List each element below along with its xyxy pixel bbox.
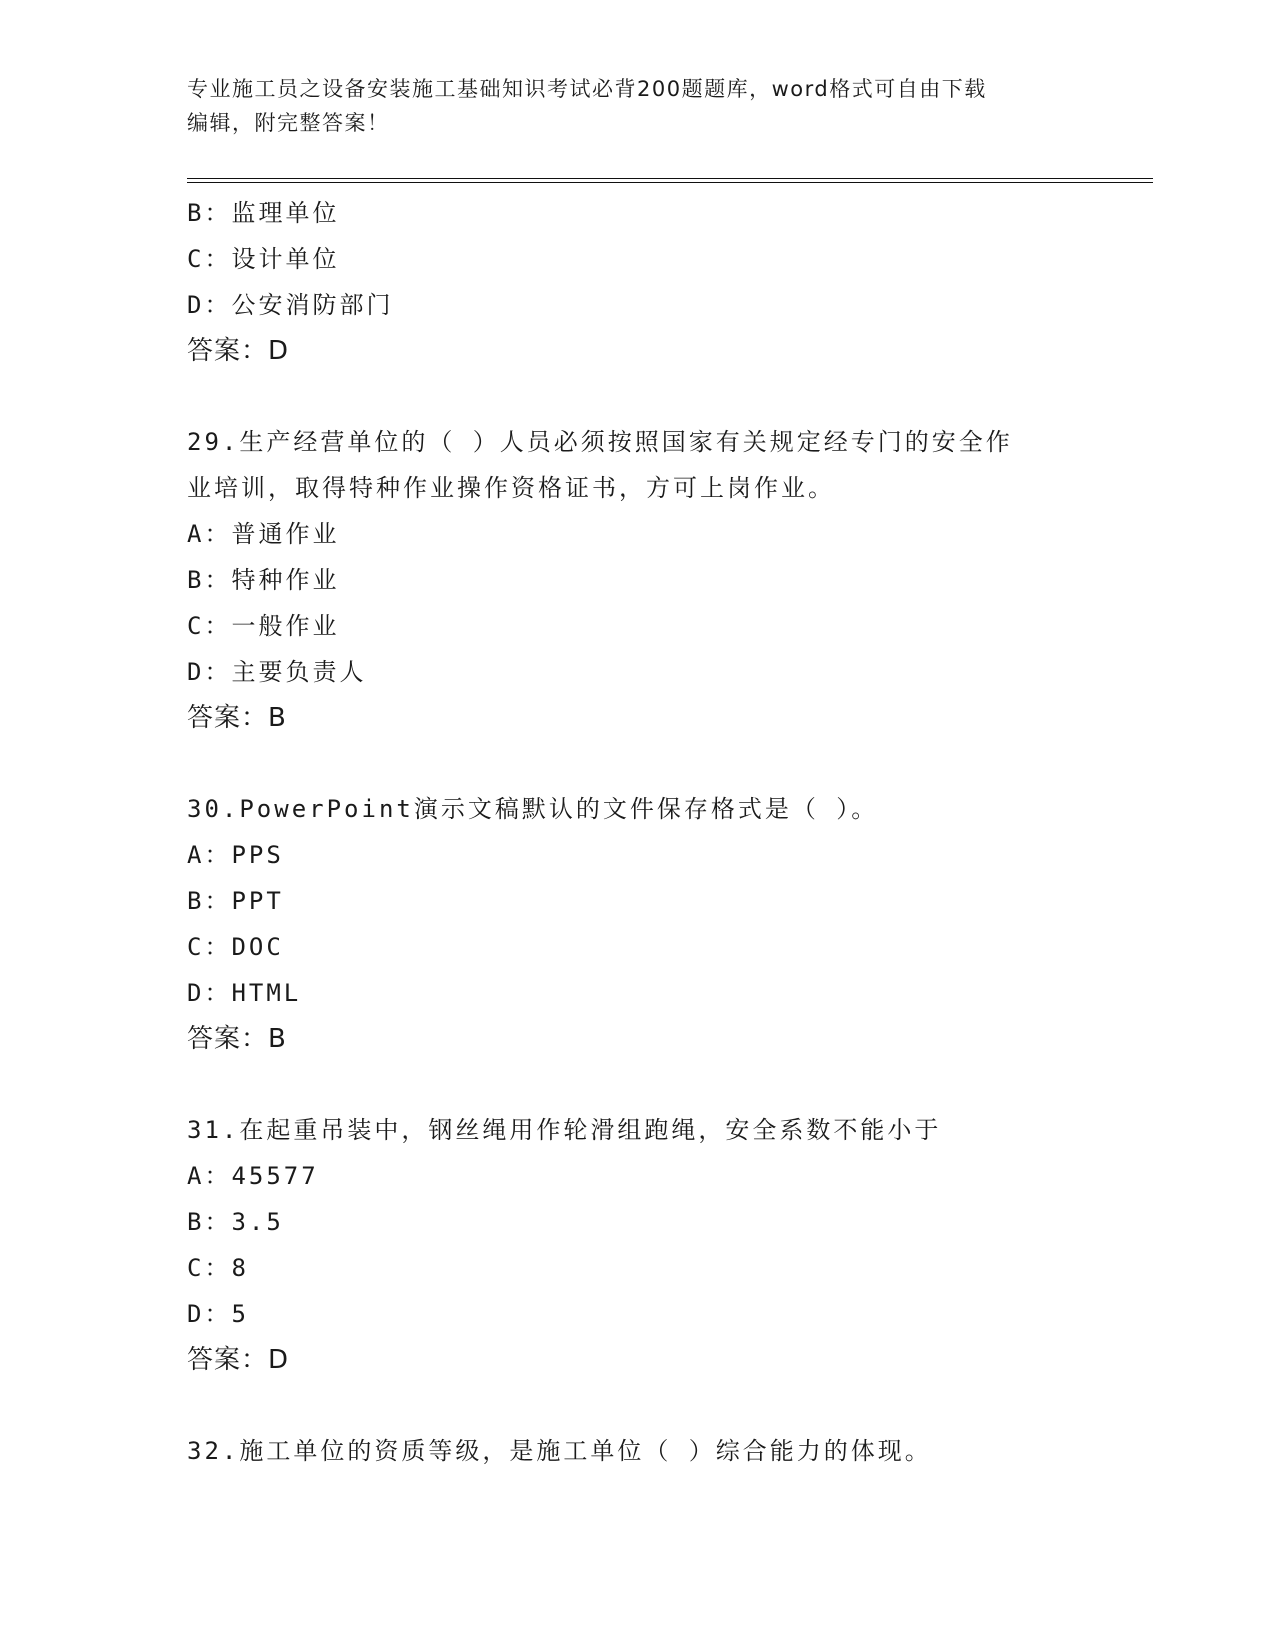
question-block-28-tail	[187, 190, 1117, 374]
option-d: D：公安消防部门	[187, 291, 394, 319]
answer-line: 答案：B	[187, 1024, 287, 1054]
header-line-1: 专业施工员之设备安装施工基础知识考试必背200题题库，word格式可自由下载	[187, 77, 987, 101]
question-block-31	[187, 1107, 1117, 1383]
document-header	[187, 72, 1067, 140]
spacer	[187, 741, 1117, 786]
question-stem-line: 32.施工单位的资质等级，是施工单位（ ）综合能力的体现。	[187, 1437, 932, 1465]
question-stem-line: 29.生产经营单位的（ ）人员必须按照国家有关规定经专门的安全作	[187, 428, 1013, 456]
question-block-29	[187, 419, 1117, 741]
question-block-32	[187, 1428, 1117, 1474]
option-b: B：特种作业	[187, 566, 340, 594]
option-b: B：3.5	[187, 1208, 284, 1236]
spacer	[187, 1062, 1117, 1107]
option-d: D：HTML	[187, 979, 302, 1007]
question-stem-line: 31.在起重吊装中，钢丝绳用作轮滑组跑绳，安全系数不能小于	[187, 1116, 942, 1144]
option-b: B：监理单位	[187, 199, 340, 227]
answer-line: 答案：D	[187, 336, 290, 366]
option-a: A：45577	[187, 1162, 319, 1190]
question-stem-line: 30.PowerPoint演示文稿默认的文件保存格式是（ ）。	[187, 795, 879, 823]
question-block-30	[187, 786, 1117, 1062]
answer-line: 答案：D	[187, 1345, 290, 1375]
option-c: C：设计单位	[187, 245, 340, 273]
header-divider	[187, 178, 1153, 183]
option-d: D：5	[187, 1300, 249, 1328]
option-a: A：普通作业	[187, 520, 340, 548]
header-line-2: 编辑，附完整答案！	[187, 111, 390, 135]
option-b: B：PPT	[187, 887, 284, 915]
answer-line: 答案：B	[187, 703, 287, 733]
question-stem-line: 业培训，取得特种作业操作资格证书，方可上岗作业。	[187, 474, 835, 502]
option-c: C：一般作业	[187, 612, 340, 640]
option-c: C：DOC	[187, 933, 284, 961]
option-a: A：PPS	[187, 841, 284, 869]
question-list	[187, 190, 1117, 1474]
spacer	[187, 1383, 1117, 1428]
spacer	[187, 374, 1117, 419]
option-d: D：主要负责人	[187, 658, 367, 686]
option-c: C：8	[187, 1254, 249, 1282]
